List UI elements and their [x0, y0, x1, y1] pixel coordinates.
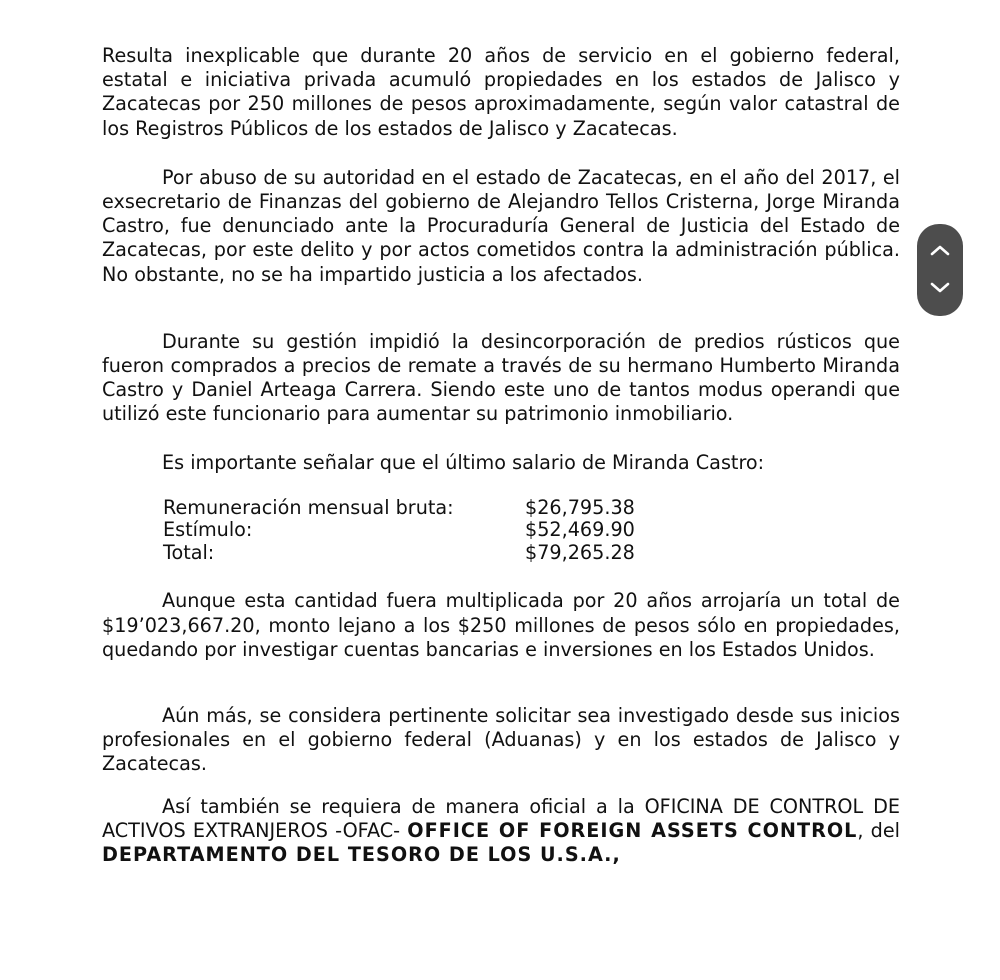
paragraph-7-text-2: , del — [857, 818, 901, 842]
salary-row — [163, 519, 635, 542]
chevron-up-icon — [930, 244, 950, 256]
salary-amount: $26,795.38 — [525, 495, 635, 519]
salary-label: Total: — [163, 540, 215, 564]
salary-amount: $52,469.90 — [525, 518, 635, 542]
paragraph-5: Aunque esta cantidad fuera multiplicada por 20 años arrojaría un total de $19’023,667.20, monto lejano a los $250 millones de pesos sólo en propiedades, quedando por investigar cuentas bancarias e inversiones en los Estados Unidos. — [102, 589, 900, 661]
salary-label: Remuneración mensual bruta: — [163, 495, 454, 519]
paragraph-6: Aún más, se considera pertinente solicitar sea investigado desde sus inicios profesionales en el gobierno federal (Aduanas) y en los estados de Jalisco y Zacatecas. — [102, 703, 900, 776]
scroll-down-button[interactable] — [917, 265, 963, 311]
page-scroll-control — [917, 224, 963, 316]
salary-label: Estímulo: — [163, 518, 253, 542]
salary-row — [163, 497, 635, 520]
ofac-name: OFFICE OF FOREIGN ASSETS CONTROL — [407, 818, 858, 842]
treasury-department: DEPARTAMENTO DEL TESORO DE LOS U.S.A., — [102, 842, 621, 866]
paragraph-4: Es importante señalar que el último salario de Miranda Castro: — [162, 450, 765, 474]
paragraph-7 — [102, 795, 900, 868]
salary-row — [163, 542, 635, 565]
paragraph-3: Durante su gestión impidió la desincorporación de predios rústicos que fueron comprados a precios de remate a través de su hermano Humberto Miranda Castro y Daniel Arteaga Carrera. Siendo este uno de tantos modus operandi que utilizó este funcionario para aumentar su patrimonio inmobiliario. — [102, 329, 900, 426]
paragraph-7-text-1: Así también se requiera de manera oficial a la OFICINA DE CONTROL DE ACTIVOS EXTRANJEROS -OFAC- — [102, 794, 900, 842]
chevron-down-icon — [930, 282, 950, 294]
salary-table — [163, 497, 635, 565]
document-page — [102, 44, 900, 867]
salary-amount: $79,265.28 — [525, 540, 635, 564]
paragraph-2: Por abuso de su autoridad en el estado de Zacatecas, en el año del 2017, el exsecretario de Finanzas del gobierno de Alejandro Tellos Cristerna, Jorge Miranda Castro, fue denunciado ante la Procuraduría General de Justicia del Estado de Zacatecas, por este delito y por actos cometidos contra la administración pública. No obstante, no se ha impartido justicia a los afectados. — [102, 165, 900, 286]
paragraph-1: Resulta inexplicable que durante 20 años de servicio en el gobierno federal, estatal e iniciativa privada acumuló propiedades en los estados de Jalisco y Zacatecas por 250 millones de pesos aproximadamente, según valor catastral de los Registros Públicos de los estados de Jalisco y Zacatecas. — [102, 44, 900, 140]
